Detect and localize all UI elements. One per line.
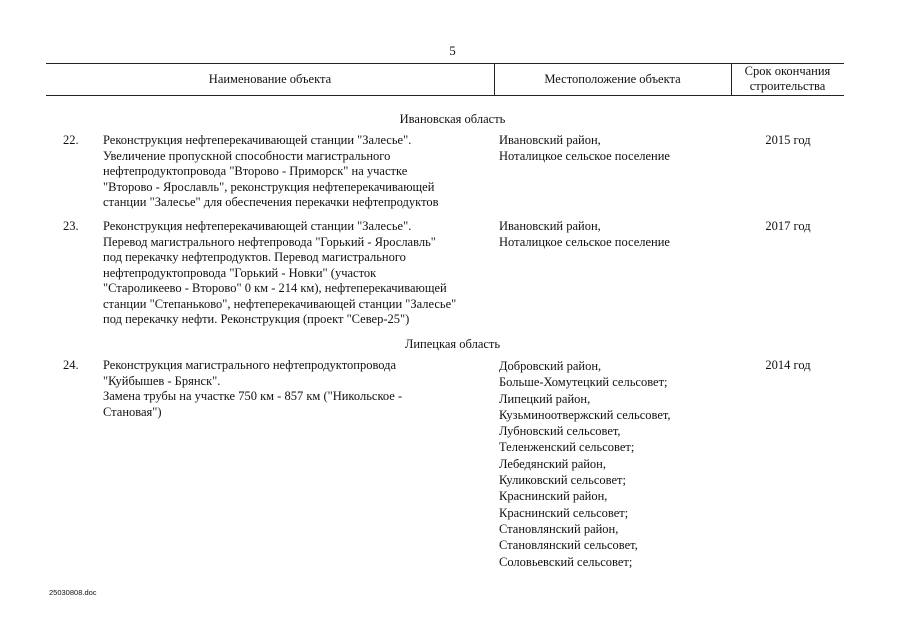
column-header-term-text: Срок окончания строительства: [744, 64, 831, 93]
completion-term: 2017 год: [765, 219, 811, 233]
object-name: Реконструкция магистрального нефтепродуктопровода "Куйбышев - Брянск". Замена трубы на участке 750 км - 857 км ("Никольское - Становая"): [103, 358, 403, 419]
region-heading: Липецкая область: [404, 337, 501, 351]
object-name: Реконструкция нефтеперекачивающей станции "Залесье". Перевод магистрального нефтепровода "Горький - Ярославль" под перекачку нефтепродуктов. Перевод магистрального нефтепродуктопровода "Горький - Новки" (участок "Староликеево - Второво" 0 км - 214 км), нефтеперекачивающей станции "Степаньково", нефтеперекачивающей станции "Залесье" под перекачку нефти. Реконструкция (проект "Север-25"): [103, 219, 457, 326]
region-heading: Ивановская область: [399, 112, 506, 126]
page-number: 5: [449, 43, 456, 58]
row-number: 23.: [63, 219, 79, 233]
column-header-term: [731, 63, 844, 95]
row-number: 22.: [63, 133, 79, 147]
object-location: Добровский район, Больше-Хомутецкий сельсовет; Липецкий район, Кузьминоотвержский сельсовет, Лубновский сельсовет, Теленженский сельсовет; Лебедянский район, Куликовский сельсовет; Краснинский район, Краснинский сельсовет; Становлянский район, Становлянский сельсовет, Соловьевский сельсовет;: [499, 359, 671, 569]
column-header-name: Наименование объекта: [208, 71, 332, 86]
table-header-bottom-rule: [46, 95, 844, 96]
object-name: Реконструкция нефтеперекачивающей станции "Залесье". Увеличение пропускной способности магистрального нефтепродуктопровода "Второво - Приморск" на участке "Второво - Ярославль", реконструкция нефтеперекачивающей станции "Залесье" для обеспечения перекачки нефтепродуктов: [103, 133, 439, 209]
column-header-location: Местоположение объекта: [544, 71, 681, 86]
completion-term: 2015 год: [765, 133, 811, 147]
object-location: Ивановский район, Ноталицкое сельское поселение: [499, 219, 670, 249]
document-code: 25030808.doc: [49, 588, 97, 597]
completion-term: 2014 год: [765, 358, 811, 372]
object-location: Ивановский район, Ноталицкое сельское поселение: [499, 133, 670, 163]
row-number: 24.: [63, 358, 79, 372]
